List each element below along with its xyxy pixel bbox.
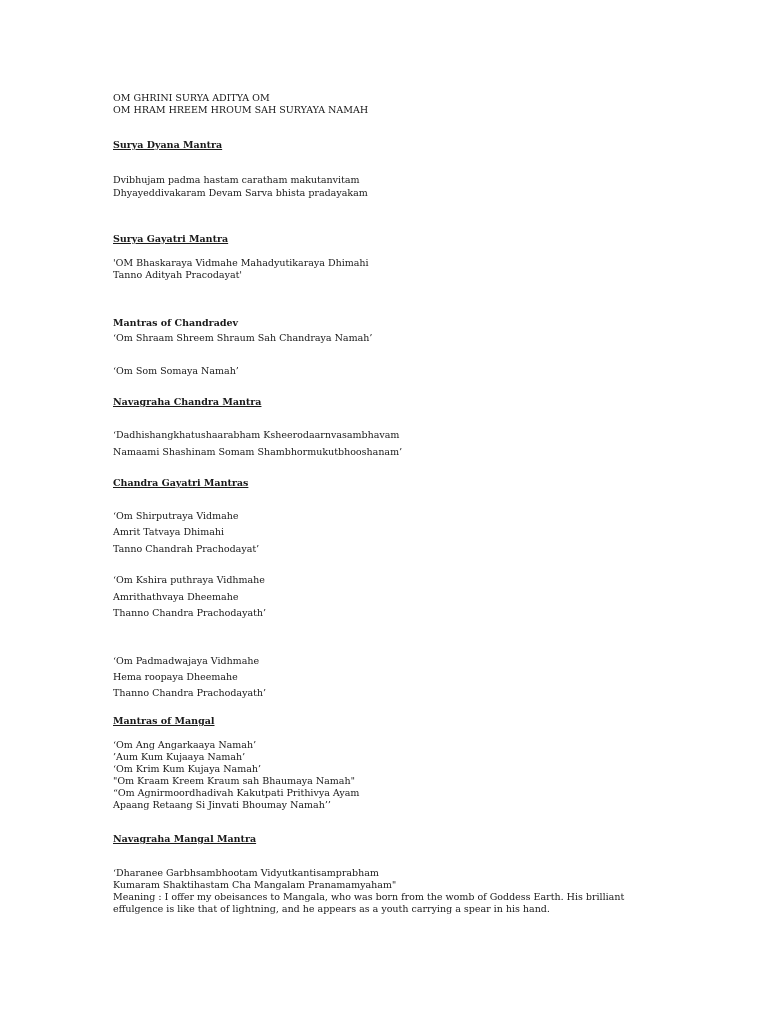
navagraha-mangal-line: Kumaram Shaktihastam Cha Mangalam Pranamamyaham" [113,880,397,891]
chandra-gayatri-line: ‘Om Padmadwajaya Vidhmahe [113,656,260,667]
mangal-line: "Om Kraam Kreem Kraum sah Bhaumaya Namah" [113,776,355,787]
chandradev-line: ‘Om Som Somaya Namah’ [113,366,239,377]
mangal-line: ‘Om Krim Kum Kujaya Namah’ [113,764,262,775]
navagraha-chandra-heading: Navagraha Chandra Mantra [113,397,262,408]
chandradev-line: ‘Om Shraam Shreem Shraum Sah Chandraya Namah’ [113,333,373,344]
chandra-gayatri-line: Hema roopaya Dheemahe [113,672,238,683]
intro-line-1: OM GHRINI SURYA ADITYA OM [113,93,270,104]
chandra-gayatri-line: ‘Om Kshira puthraya Vidhmahe [113,575,265,586]
mangal-line: Apaang Retaang Si Jinvati Bhoumay Namah’’ [113,800,331,811]
chandra-gayatri-heading: Chandra Gayatri Mantras [113,478,249,489]
surya-gayatri-heading: Surya Gayatri Mantra [113,234,229,245]
navagraha-chandra-line: Namaami Shashinam Somam Shambhormukutbhooshanam’ [113,447,403,458]
chandradev-heading: Mantras of Chandradev [113,318,239,329]
chandra-gayatri-line: Thanno Chandra Prachodayath’ [113,688,267,699]
navagraha-mangal-line: ‘Dharanee Garbhsambhootam Vidyutkantisamprabham [113,868,379,879]
navagraha-mangal-heading: Navagraha Mangal Mantra [113,834,257,845]
intro-line-2: OM HRAM HREEM HROUM SAH SURYAYA NAMAH [113,105,369,116]
surya-dyana-heading: Surya Dyana Mantra [113,140,223,151]
chandra-gayatri-line: Thanno Chandra Prachodayath’ [113,608,267,619]
mangal-line: “Om Agnirmoordhadivah Kakutpati Prithivya Ayam [113,788,360,799]
surya-gayatri-line: Tanno Adityah Pracodayat' [113,270,243,281]
chandra-gayatri-line: Amrithathvaya Dheemahe [113,592,239,603]
chandra-gayatri-line: ‘Om Shirputraya Vidmahe [113,511,239,522]
mangal-line: ’Aum Kum Kujaaya Namah’ [113,752,246,763]
chandra-gayatri-line: Tanno Chandrah Prachodayat’ [113,544,260,555]
chandra-gayatri-line: Amrit Tatvaya Dhimahi [113,527,225,538]
navagraha-mangal-meaning: Meaning : I offer my obeisances to Mangala, who was born from the womb of Goddess Earth. His brilliant effulgence is like that of lightning, and he appears as a youth carrying a spear in his hand. [113,892,625,915]
surya-dyana-line: Dvibhujam padma hastam caratham makutanvitam [113,175,360,186]
surya-dyana-line: Dhyayeddivakaram Devam Sarva bhista pradayakam [113,188,368,199]
mangal-line: ‘Om Ang Angarkaaya Namah’ [113,740,257,751]
navagraha-chandra-line: ‘Dadhishangkhatushaarabham Ksheerodaarnvasambhavam [113,430,400,441]
surya-gayatri-line: 'OM Bhaskaraya Vidmahe Mahadyutikaraya Dhimahi [113,258,369,269]
mangal-heading: Mantras of Mangal [113,716,215,727]
